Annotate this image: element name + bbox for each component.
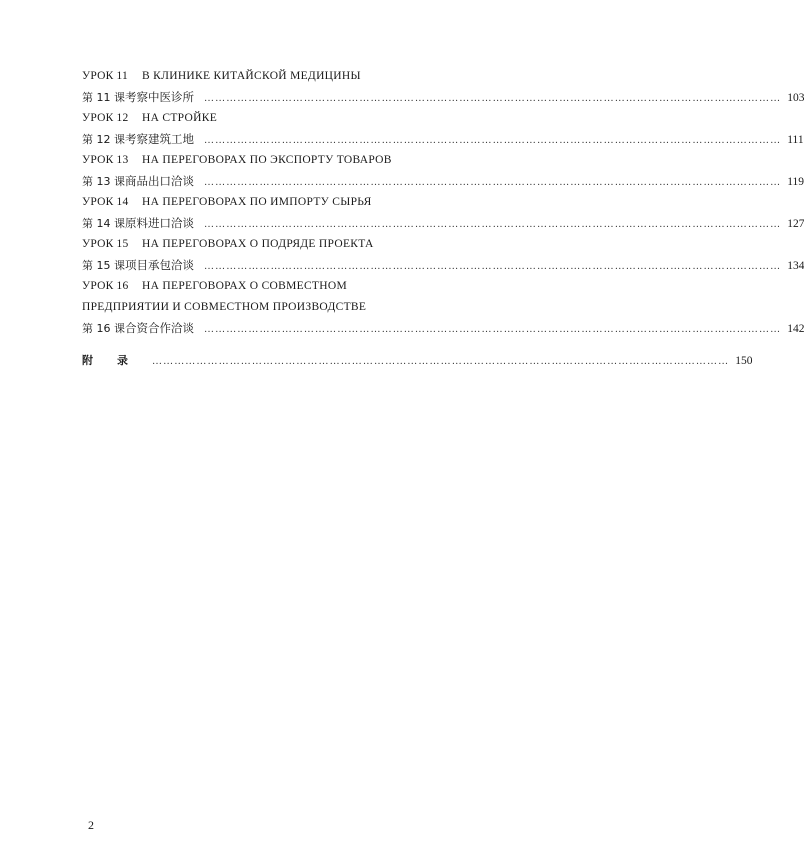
lesson-number-ru: УРОК 11 bbox=[82, 70, 129, 82]
page-number: 127 bbox=[787, 218, 804, 230]
page-number: 119 bbox=[787, 176, 804, 188]
lesson-number-ru: УРОК 13 bbox=[82, 154, 129, 166]
toc-lesson-cn-line[interactable] bbox=[82, 255, 804, 276]
appendix-title: 附录 bbox=[82, 354, 152, 367]
toc-lesson-ru-title-continuation: ПРЕДПРИЯТИИ И СОВМЕСТНОМ ПРОИЗВОДСТВЕ bbox=[82, 301, 367, 313]
dot-leader: ………………………………………………………………………………………………………………………………………… bbox=[204, 324, 782, 335]
lesson-number-ru: УРОК 16 bbox=[82, 280, 129, 292]
toc-lesson-ru-line bbox=[82, 66, 551, 87]
toc-lesson-cn-line[interactable] bbox=[82, 129, 804, 150]
toc-lesson-ru-line bbox=[82, 108, 551, 129]
lesson-number-ru: УРОК 15 bbox=[82, 238, 129, 250]
lesson-title-cn: 原料进口洽谈 bbox=[125, 216, 194, 230]
lesson-number-ru: УРОК 14 bbox=[82, 196, 129, 208]
toc-lesson-ru-line bbox=[82, 150, 551, 171]
toc-lesson-ru-line bbox=[82, 234, 551, 255]
lesson-number-cn: 第 14 课 bbox=[82, 217, 125, 230]
table-of-contents bbox=[82, 66, 804, 371]
dot-leader: ………………………………………………………………………………………………………………………………………… bbox=[204, 93, 782, 104]
toc-appendix-line[interactable] bbox=[82, 350, 753, 371]
lesson-title-cn: 合资合作洽谈 bbox=[125, 321, 194, 335]
page-number: 150 bbox=[735, 355, 753, 367]
toc-lesson-ru-line bbox=[82, 276, 551, 297]
lesson-number-cn: 第 13 课 bbox=[82, 175, 125, 188]
lesson-number-cn: 第 12 课 bbox=[82, 133, 125, 146]
dot-leader: ………………………………………………………………………………………………………………………………………… bbox=[204, 177, 782, 188]
page-number: 103 bbox=[787, 92, 804, 104]
page-number: 134 bbox=[787, 260, 804, 272]
toc-lesson-cn-line[interactable] bbox=[82, 318, 804, 339]
lesson-title-ru: НА ПЕРЕГОВОРАХ О ПОДРЯДЕ ПРОЕКТА bbox=[142, 238, 374, 250]
lesson-title-ru: В КЛИНИКЕ КИТАЙСКОЙ МЕДИЦИНЫ bbox=[142, 70, 361, 82]
lesson-title-cn: 商品出口洽谈 bbox=[125, 174, 194, 188]
lesson-title-ru: НА ПЕРЕГОВОРАХ О СОВМЕСТНОМ bbox=[142, 280, 347, 292]
dot-leader: ………………………………………………………………………………………………………………………………………… bbox=[204, 135, 782, 146]
lesson-number-cn: 第 16 课 bbox=[82, 322, 125, 335]
toc-lesson-cn-line[interactable] bbox=[82, 87, 804, 108]
page-footer-number: 2 bbox=[88, 818, 94, 832]
dot-leader: ………………………………………………………………………………………………………………………………………… bbox=[204, 219, 782, 230]
lesson-number-cn: 第 15 课 bbox=[82, 259, 125, 272]
toc-lesson-cn-line[interactable] bbox=[82, 171, 804, 192]
page-number: 111 bbox=[787, 134, 804, 146]
dot-leader: ………………………………………………………………………………………………………………………………………… bbox=[204, 261, 782, 272]
toc-lesson-cn-line[interactable] bbox=[82, 213, 804, 234]
lesson-title-cn: 考察中医诊所 bbox=[125, 90, 194, 104]
lesson-title-cn: 考察建筑工地 bbox=[125, 132, 194, 146]
page-number: 142 bbox=[787, 323, 804, 335]
lesson-title-ru: НА СТРОЙКЕ bbox=[142, 112, 218, 124]
lesson-title-ru: НА ПЕРЕГОВОРАХ ПО ЭКСПОРТУ ТОВАРОВ bbox=[142, 154, 392, 166]
toc-lesson-ru-line bbox=[82, 192, 551, 213]
lesson-title-cn: 项目承包洽谈 bbox=[125, 258, 194, 272]
lesson-number-ru: УРОК 12 bbox=[82, 112, 129, 124]
lesson-title-ru: НА ПЕРЕГОВОРАХ ПО ИМПОРТУ СЫРЬЯ bbox=[142, 196, 372, 208]
dot-leader: ………………………………………………………………………………………………………………………………………… bbox=[152, 356, 730, 367]
lesson-number-cn: 第 11 课 bbox=[82, 91, 125, 104]
